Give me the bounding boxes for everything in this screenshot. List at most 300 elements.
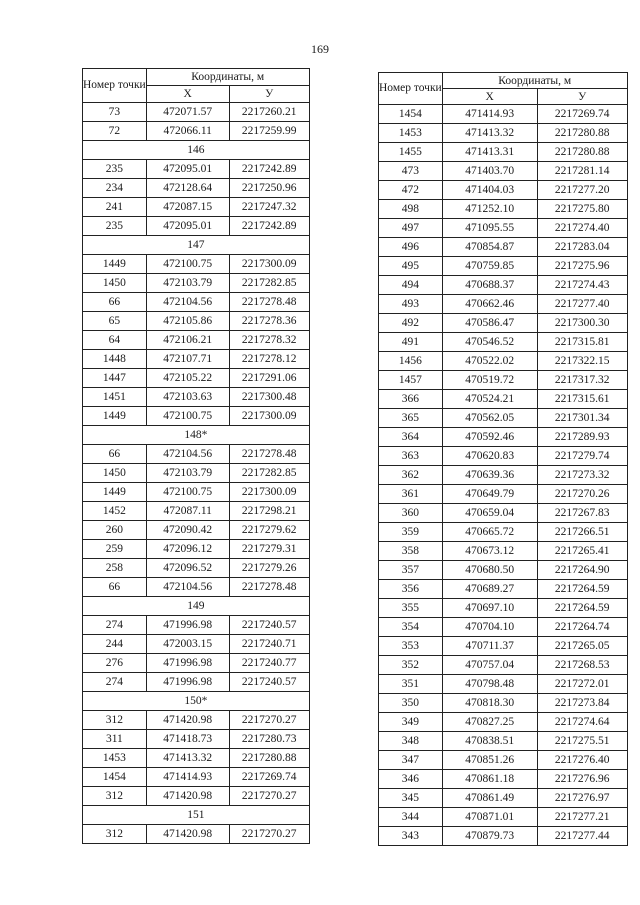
y-coordinate-cell: 2217317.32 — [537, 371, 627, 390]
x-coordinate-cell: 470522.02 — [442, 352, 537, 371]
table-row — [379, 466, 628, 485]
x-coordinate-cell: 472128.64 — [146, 179, 229, 198]
point-number-header: Номер точки — [83, 69, 147, 103]
y-coordinate-cell: 2217276.40 — [537, 751, 627, 770]
point-number-cell: 258 — [83, 559, 147, 578]
y-coordinate-cell: 2217247.32 — [229, 198, 309, 217]
point-number-cell: 1449 — [83, 407, 147, 426]
y-header: У — [537, 89, 627, 105]
section-number: 149 — [83, 597, 310, 616]
x-coordinate-cell: 470649.79 — [442, 485, 537, 504]
x-coordinate-cell: 472100.75 — [146, 407, 229, 426]
x-coordinate-cell: 470586.47 — [442, 314, 537, 333]
table-row — [379, 656, 628, 675]
point-number-cell: 244 — [83, 635, 147, 654]
x-coordinate-cell: 470639.36 — [442, 466, 537, 485]
y-coordinate-cell: 2217270.26 — [537, 485, 627, 504]
x-coordinate-cell: 472106.21 — [146, 331, 229, 350]
y-coordinate-cell: 2217300.09 — [229, 483, 309, 502]
point-number-cell: 353 — [379, 637, 443, 656]
x-coordinate-cell: 470851.26 — [442, 751, 537, 770]
table-row — [83, 730, 310, 749]
x-coordinate-cell: 470688.37 — [442, 276, 537, 295]
table-row — [379, 105, 628, 124]
table-row — [379, 675, 628, 694]
point-number-cell: 72 — [83, 122, 147, 141]
table-row — [379, 219, 628, 238]
y-coordinate-cell: 2217277.44 — [537, 827, 627, 846]
x-coordinate-cell: 471413.32 — [146, 749, 229, 768]
x-coordinate-cell: 471404.03 — [442, 181, 537, 200]
table-row — [83, 768, 310, 787]
x-coordinate-cell: 470620.83 — [442, 447, 537, 466]
x-coordinate-cell: 472066.11 — [146, 122, 229, 141]
y-coordinate-cell: 2217265.41 — [537, 542, 627, 561]
x-coordinate-cell: 472095.01 — [146, 160, 229, 179]
y-coordinate-cell: 2217282.85 — [229, 464, 309, 483]
point-number-cell: 66 — [83, 578, 147, 597]
point-number-cell: 235 — [83, 160, 147, 179]
table-row — [83, 464, 310, 483]
x-coordinate-cell: 472103.63 — [146, 388, 229, 407]
section-row — [83, 806, 310, 825]
point-number-cell: 350 — [379, 694, 443, 713]
y-coordinate-cell: 2217272.01 — [537, 675, 627, 694]
table-row — [83, 825, 310, 844]
x-coordinate-cell: 470818.30 — [442, 694, 537, 713]
point-number-cell: 495 — [379, 257, 443, 276]
point-number-cell: 359 — [379, 523, 443, 542]
y-coordinate-cell: 2217278.36 — [229, 312, 309, 331]
x-coordinate-cell: 471420.98 — [146, 711, 229, 730]
y-coordinate-cell: 2217273.32 — [537, 466, 627, 485]
section-row — [83, 426, 310, 445]
point-number-cell: 497 — [379, 219, 443, 238]
table-row — [379, 295, 628, 314]
table-row — [379, 789, 628, 808]
y-header: У — [229, 86, 309, 103]
x-coordinate-cell: 470861.18 — [442, 770, 537, 789]
x-coordinate-cell: 472104.56 — [146, 445, 229, 464]
point-number-cell: 361 — [379, 485, 443, 504]
x-coordinate-cell: 471413.31 — [442, 143, 537, 162]
point-number-cell: 343 — [379, 827, 443, 846]
x-coordinate-cell: 472096.12 — [146, 540, 229, 559]
section-number: 146 — [83, 141, 310, 160]
table-row — [83, 274, 310, 293]
y-coordinate-cell: 2217250.96 — [229, 179, 309, 198]
table-row — [379, 827, 628, 846]
point-number-cell: 346 — [379, 770, 443, 789]
coordinates-table-right — [378, 72, 628, 846]
point-number-cell: 356 — [379, 580, 443, 599]
y-coordinate-cell: 2217277.40 — [537, 295, 627, 314]
x-coordinate-cell: 470592.46 — [442, 428, 537, 447]
point-number-cell: 358 — [379, 542, 443, 561]
table-row — [379, 352, 628, 371]
coordinates-table-left — [82, 68, 310, 844]
table-row — [379, 143, 628, 162]
table-row — [379, 257, 628, 276]
section-row — [83, 597, 310, 616]
x-coordinate-cell: 471095.55 — [442, 219, 537, 238]
point-number-cell: 1452 — [83, 502, 147, 521]
y-coordinate-cell: 2217278.48 — [229, 445, 309, 464]
y-coordinate-cell: 2217274.43 — [537, 276, 627, 295]
y-coordinate-cell: 2217264.74 — [537, 618, 627, 637]
point-number-cell: 1457 — [379, 371, 443, 390]
point-number-cell: 473 — [379, 162, 443, 181]
point-number-cell: 496 — [379, 238, 443, 257]
y-coordinate-cell: 2217300.09 — [229, 407, 309, 426]
table-row — [379, 542, 628, 561]
point-number-cell: 351 — [379, 675, 443, 694]
x-coordinate-cell: 470689.27 — [442, 580, 537, 599]
point-number-cell: 1454 — [379, 105, 443, 124]
y-coordinate-cell: 2217279.62 — [229, 521, 309, 540]
table-row — [379, 732, 628, 751]
point-number-cell: 363 — [379, 447, 443, 466]
x-coordinate-cell: 472105.22 — [146, 369, 229, 388]
table-row — [83, 198, 310, 217]
table-row — [379, 770, 628, 789]
table-row — [379, 523, 628, 542]
table-row — [379, 808, 628, 827]
x-coordinate-cell: 470665.72 — [442, 523, 537, 542]
table-row — [379, 637, 628, 656]
y-coordinate-cell: 2217278.48 — [229, 293, 309, 312]
y-coordinate-cell: 2217283.04 — [537, 238, 627, 257]
x-coordinate-cell: 470562.05 — [442, 409, 537, 428]
table-row — [83, 407, 310, 426]
point-number-cell: 311 — [83, 730, 147, 749]
point-number-cell: 312 — [83, 711, 147, 730]
x-coordinate-cell: 470838.51 — [442, 732, 537, 751]
table-row — [83, 103, 310, 122]
point-number-cell: 260 — [83, 521, 147, 540]
y-coordinate-cell: 2217279.31 — [229, 540, 309, 559]
point-number-cell: 259 — [83, 540, 147, 559]
table-row — [83, 293, 310, 312]
x-coordinate-cell: 471996.98 — [146, 654, 229, 673]
point-number-cell: 1454 — [83, 768, 147, 787]
section-number: 150* — [83, 692, 310, 711]
table-row — [379, 599, 628, 618]
x-coordinate-cell: 470524.21 — [442, 390, 537, 409]
table-row — [83, 521, 310, 540]
x-coordinate-cell: 472104.56 — [146, 578, 229, 597]
y-coordinate-cell: 2217240.77 — [229, 654, 309, 673]
point-number-cell: 312 — [83, 825, 147, 844]
y-coordinate-cell: 2217240.57 — [229, 616, 309, 635]
y-coordinate-cell: 2217300.09 — [229, 255, 309, 274]
table-row — [83, 635, 310, 654]
x-coordinate-cell: 470519.72 — [442, 371, 537, 390]
y-coordinate-cell: 2217275.96 — [537, 257, 627, 276]
table-row — [83, 787, 310, 806]
y-coordinate-cell: 2217298.21 — [229, 502, 309, 521]
y-coordinate-cell: 2217300.48 — [229, 388, 309, 407]
coordinates-header: Координаты, м — [442, 73, 627, 89]
y-coordinate-cell: 2217300.30 — [537, 314, 627, 333]
x-coordinate-cell: 470757.04 — [442, 656, 537, 675]
table-body — [379, 105, 628, 846]
point-number-cell: 66 — [83, 445, 147, 464]
table-row — [83, 255, 310, 274]
table-row — [83, 179, 310, 198]
table-row — [83, 673, 310, 692]
point-number-cell: 64 — [83, 331, 147, 350]
point-number-cell: 234 — [83, 179, 147, 198]
y-coordinate-cell: 2217269.74 — [537, 105, 627, 124]
table-row — [83, 559, 310, 578]
point-number-cell: 1453 — [379, 124, 443, 143]
section-number: 148* — [83, 426, 310, 445]
point-number-cell: 274 — [83, 673, 147, 692]
table-row — [379, 561, 628, 580]
point-number-cell: 1453 — [83, 749, 147, 768]
point-number-cell: 1449 — [83, 255, 147, 274]
x-coordinate-cell: 470697.10 — [442, 599, 537, 618]
y-coordinate-cell: 2217280.88 — [229, 749, 309, 768]
table-row — [379, 409, 628, 428]
point-number-cell: 1450 — [83, 274, 147, 293]
table-row — [379, 504, 628, 523]
section-number: 151 — [83, 806, 310, 825]
point-number-cell: 241 — [83, 198, 147, 217]
table-row — [83, 483, 310, 502]
y-coordinate-cell: 2217289.93 — [537, 428, 627, 447]
y-coordinate-cell: 2217291.06 — [229, 369, 309, 388]
point-number-cell: 1447 — [83, 369, 147, 388]
y-coordinate-cell: 2217280.88 — [537, 143, 627, 162]
y-coordinate-cell: 2217268.53 — [537, 656, 627, 675]
table-row — [83, 388, 310, 407]
x-coordinate-cell: 472107.71 — [146, 350, 229, 369]
y-coordinate-cell: 2217260.21 — [229, 103, 309, 122]
table-row — [379, 333, 628, 352]
x-coordinate-cell: 471996.98 — [146, 673, 229, 692]
x-coordinate-cell: 472104.56 — [146, 293, 229, 312]
y-coordinate-cell: 2217281.14 — [537, 162, 627, 181]
point-number-cell: 355 — [379, 599, 443, 618]
point-number-header: Номер точки — [379, 73, 443, 105]
y-coordinate-cell: 2217242.89 — [229, 160, 309, 179]
point-number-cell: 1448 — [83, 350, 147, 369]
point-number-cell: 1451 — [83, 388, 147, 407]
x-coordinate-cell: 472100.75 — [146, 483, 229, 502]
point-number-cell: 1450 — [83, 464, 147, 483]
table-row — [83, 312, 310, 331]
y-coordinate-cell: 2217275.51 — [537, 732, 627, 751]
point-number-cell: 73 — [83, 103, 147, 122]
x-coordinate-cell: 472100.75 — [146, 255, 229, 274]
point-number-cell: 352 — [379, 656, 443, 675]
point-number-cell: 65 — [83, 312, 147, 331]
section-row — [83, 141, 310, 160]
y-coordinate-cell: 2217315.81 — [537, 333, 627, 352]
x-coordinate-cell: 471413.32 — [442, 124, 537, 143]
point-number-cell: 235 — [83, 217, 147, 236]
table-row — [379, 314, 628, 333]
x-coordinate-cell: 472103.79 — [146, 274, 229, 293]
point-number-cell: 349 — [379, 713, 443, 732]
table-row — [83, 445, 310, 464]
y-coordinate-cell: 2217280.73 — [229, 730, 309, 749]
x-coordinate-cell: 472003.15 — [146, 635, 229, 654]
point-number-cell: 364 — [379, 428, 443, 447]
y-coordinate-cell: 2217282.85 — [229, 274, 309, 293]
page-number: 169 — [311, 42, 329, 56]
x-coordinate-cell: 471403.70 — [442, 162, 537, 181]
x-header: X — [442, 89, 537, 105]
x-coordinate-cell: 471996.98 — [146, 616, 229, 635]
table-row — [83, 217, 310, 236]
x-coordinate-cell: 471420.98 — [146, 825, 229, 844]
x-coordinate-cell: 472090.42 — [146, 521, 229, 540]
point-number-cell: 312 — [83, 787, 147, 806]
point-number-cell: 498 — [379, 200, 443, 219]
table-row — [83, 122, 310, 141]
section-row — [83, 692, 310, 711]
table-row — [83, 578, 310, 597]
y-coordinate-cell: 2217279.74 — [537, 447, 627, 466]
section-row — [83, 236, 310, 255]
point-number-cell: 1455 — [379, 143, 443, 162]
x-coordinate-cell: 472071.57 — [146, 103, 229, 122]
y-coordinate-cell: 2217278.12 — [229, 350, 309, 369]
table-row — [379, 580, 628, 599]
table-row — [83, 350, 310, 369]
y-coordinate-cell: 2217322.15 — [537, 352, 627, 371]
x-coordinate-cell: 471414.93 — [442, 105, 537, 124]
point-number-cell: 362 — [379, 466, 443, 485]
point-number-cell: 1449 — [83, 483, 147, 502]
point-number-cell: 344 — [379, 808, 443, 827]
table-row — [379, 447, 628, 466]
point-number-cell: 366 — [379, 390, 443, 409]
table-row — [379, 485, 628, 504]
table-row — [379, 238, 628, 257]
y-coordinate-cell: 2217276.96 — [537, 770, 627, 789]
point-number-cell: 472 — [379, 181, 443, 200]
x-coordinate-cell: 471252.10 — [442, 200, 537, 219]
x-coordinate-cell: 472105.86 — [146, 312, 229, 331]
y-coordinate-cell: 2217264.59 — [537, 580, 627, 599]
y-coordinate-cell: 2217259.99 — [229, 122, 309, 141]
section-number: 147 — [83, 236, 310, 255]
point-number-cell: 360 — [379, 504, 443, 523]
table-row — [83, 331, 310, 350]
point-number-cell: 354 — [379, 618, 443, 637]
x-coordinate-cell: 470827.25 — [442, 713, 537, 732]
x-coordinate-cell: 472087.11 — [146, 502, 229, 521]
point-number-cell: 274 — [83, 616, 147, 635]
point-number-cell: 365 — [379, 409, 443, 428]
table-row — [83, 711, 310, 730]
y-coordinate-cell: 2217242.89 — [229, 217, 309, 236]
x-coordinate-cell: 470673.12 — [442, 542, 537, 561]
coordinates-header: Координаты, м — [146, 69, 309, 86]
table-row — [83, 160, 310, 179]
table-row — [379, 618, 628, 637]
point-number-cell: 276 — [83, 654, 147, 673]
y-coordinate-cell: 2217270.27 — [229, 787, 309, 806]
y-coordinate-cell: 2217270.27 — [229, 711, 309, 730]
table-row — [83, 749, 310, 768]
y-coordinate-cell: 2217240.57 — [229, 673, 309, 692]
table-row — [83, 502, 310, 521]
y-coordinate-cell: 2217273.84 — [537, 694, 627, 713]
table-row — [379, 276, 628, 295]
table-row — [379, 390, 628, 409]
table-row — [379, 181, 628, 200]
x-coordinate-cell: 471418.73 — [146, 730, 229, 749]
y-coordinate-cell: 2217270.27 — [229, 825, 309, 844]
x-coordinate-cell: 470711.37 — [442, 637, 537, 656]
x-header: X — [146, 86, 229, 103]
x-coordinate-cell: 472087.15 — [146, 198, 229, 217]
y-coordinate-cell: 2217280.88 — [537, 124, 627, 143]
table-row — [379, 694, 628, 713]
y-coordinate-cell: 2217274.64 — [537, 713, 627, 732]
x-coordinate-cell: 470546.52 — [442, 333, 537, 352]
x-coordinate-cell: 470879.73 — [442, 827, 537, 846]
y-coordinate-cell: 2217269.74 — [229, 768, 309, 787]
table-row — [379, 124, 628, 143]
point-number-cell: 357 — [379, 561, 443, 580]
point-number-cell: 1456 — [379, 352, 443, 371]
y-coordinate-cell: 2217275.80 — [537, 200, 627, 219]
table-row — [83, 616, 310, 635]
y-coordinate-cell: 2217264.90 — [537, 561, 627, 580]
table-body — [83, 103, 310, 844]
y-coordinate-cell: 2217240.71 — [229, 635, 309, 654]
y-coordinate-cell: 2217264.59 — [537, 599, 627, 618]
y-coordinate-cell: 2217276.97 — [537, 789, 627, 808]
x-coordinate-cell: 471420.98 — [146, 787, 229, 806]
x-coordinate-cell: 470871.01 — [442, 808, 537, 827]
point-number-cell: 494 — [379, 276, 443, 295]
x-coordinate-cell: 470662.46 — [442, 295, 537, 314]
table-row — [83, 654, 310, 673]
table-row — [379, 713, 628, 732]
y-coordinate-cell: 2217265.05 — [537, 637, 627, 656]
table-row — [379, 200, 628, 219]
table-row — [83, 369, 310, 388]
y-coordinate-cell: 2217279.26 — [229, 559, 309, 578]
x-coordinate-cell: 472096.52 — [146, 559, 229, 578]
table-row — [379, 162, 628, 181]
y-coordinate-cell: 2217315.61 — [537, 390, 627, 409]
point-number-cell: 491 — [379, 333, 443, 352]
y-coordinate-cell: 2217278.48 — [229, 578, 309, 597]
point-number-cell: 345 — [379, 789, 443, 808]
y-coordinate-cell: 2217266.51 — [537, 523, 627, 542]
y-coordinate-cell: 2217301.34 — [537, 409, 627, 428]
point-number-cell: 348 — [379, 732, 443, 751]
x-coordinate-cell: 470798.48 — [442, 675, 537, 694]
y-coordinate-cell: 2217278.32 — [229, 331, 309, 350]
point-number-cell: 347 — [379, 751, 443, 770]
x-coordinate-cell: 472095.01 — [146, 217, 229, 236]
x-coordinate-cell: 470861.49 — [442, 789, 537, 808]
table-row — [83, 540, 310, 559]
x-coordinate-cell: 470759.85 — [442, 257, 537, 276]
x-coordinate-cell: 470854.87 — [442, 238, 537, 257]
x-coordinate-cell: 472103.79 — [146, 464, 229, 483]
x-coordinate-cell: 470680.50 — [442, 561, 537, 580]
